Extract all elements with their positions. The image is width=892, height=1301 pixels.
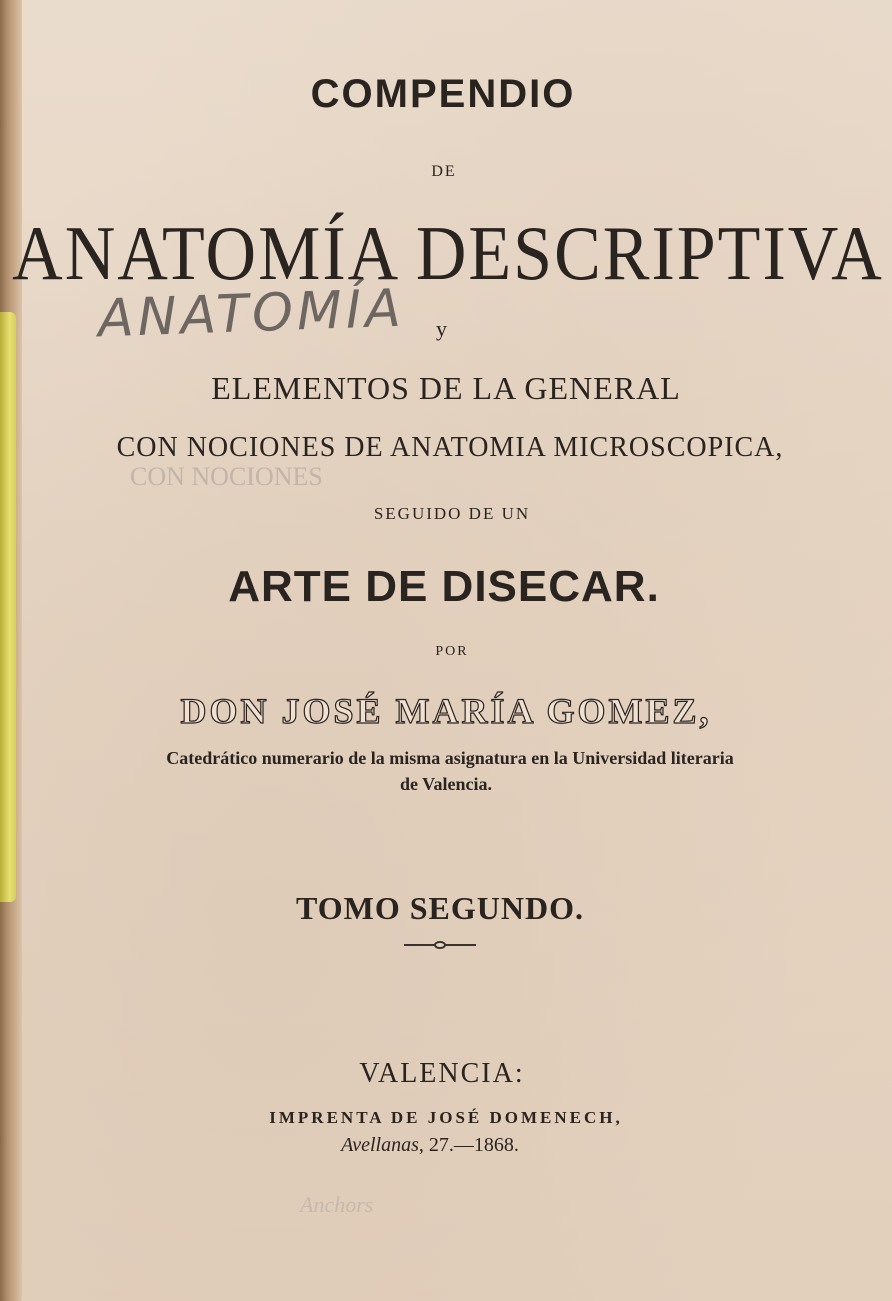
- address-line: [0, 1134, 876, 1157]
- author-title-line2: de Valencia.: [399, 774, 492, 794]
- subtitle-nociones: CON NOCIONES DE ANATOMIA MICROSCOPICA,: [116, 432, 784, 463]
- por-word: POR: [435, 644, 469, 659]
- address-street: Avellanas: [341, 1134, 419, 1156]
- printer-line: IMPRENTA DE JOSÉ DOMENECH,: [269, 1108, 623, 1127]
- compendio-heading: COMPENDIO: [310, 72, 576, 116]
- author-name: DON JOSÉ MARÍA GOMEZ,: [180, 691, 712, 731]
- ghost-stamp-mark: CON NOCIONES: [130, 462, 323, 491]
- volume-heading: TOMO SEGUNDO.: [296, 890, 584, 926]
- ornament-divider: [404, 941, 476, 949]
- handwritten-annotation: ANATOMÍA: [97, 278, 406, 350]
- faint-signature-mark: Anchors: [300, 1192, 374, 1217]
- arte-heading: ARTE DE DISECAR.: [228, 562, 660, 611]
- author-title-line1: Catedrático numerario de la misma asignatura en la Universidad literaria: [166, 748, 734, 768]
- connector-y: y: [436, 316, 447, 341]
- subtitle-elementos: ELEMENTOS DE LA GENERAL: [211, 370, 681, 406]
- city-line: VALENCIA:: [359, 1058, 525, 1089]
- ornament-dot: [434, 941, 446, 949]
- seguido-line: SEGUIDO DE UN: [373, 504, 531, 523]
- de-word: DE: [431, 163, 457, 180]
- address-rest: , 27.—1868.: [418, 1134, 519, 1156]
- main-title: ANATOMÍA DESCRIPTIVA: [12, 212, 884, 297]
